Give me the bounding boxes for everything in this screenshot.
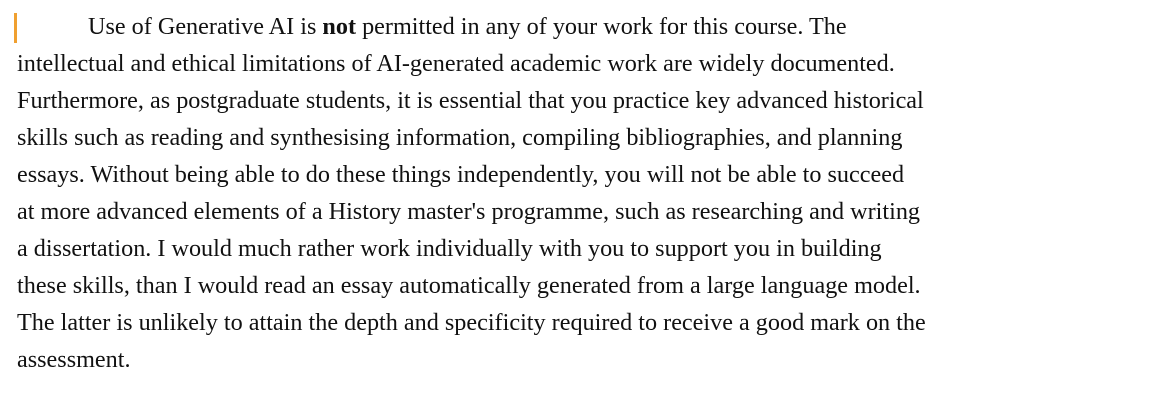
- paragraph-line-7: a dissertation. I would much rather work individually with you to support you in building: [17, 235, 882, 262]
- paragraph-line-10: assessment.: [17, 346, 131, 373]
- emphasis-not: not: [322, 13, 357, 40]
- paragraph-line-9: The latter is unlikely to attain the depth and specificity required to receive a good mark on the: [17, 309, 926, 336]
- paragraph-line-8: these skills, than I would read an essay automatically generated from a large language model.: [17, 272, 921, 299]
- paragraph-line-3: Furthermore, as postgraduate students, it is essential that you practice key advanced historical: [17, 87, 924, 114]
- paragraph-line-1: [17, 8, 1157, 45]
- paragraph-line-2: intellectual and ethical limitations of AI-generated academic work are widely documented.: [17, 50, 895, 77]
- line-1-text-end: permitted in any of your work for this course. The: [356, 13, 847, 40]
- paragraph-line-5: essays. Without being able to do these things independently, you will not be able to succeed: [17, 161, 905, 188]
- document-body[interactable]: [17, 8, 1157, 378]
- line-1-text-start: Use of Generative AI is: [88, 13, 323, 40]
- ai-policy-paragraph[interactable]: [17, 8, 1157, 378]
- paragraph-line-4: skills such as reading and synthesising information, compiling bibliographies, and planning: [17, 124, 903, 151]
- paragraph-line-6: at more advanced elements of a History master's programme, such as researching and writing: [17, 198, 921, 225]
